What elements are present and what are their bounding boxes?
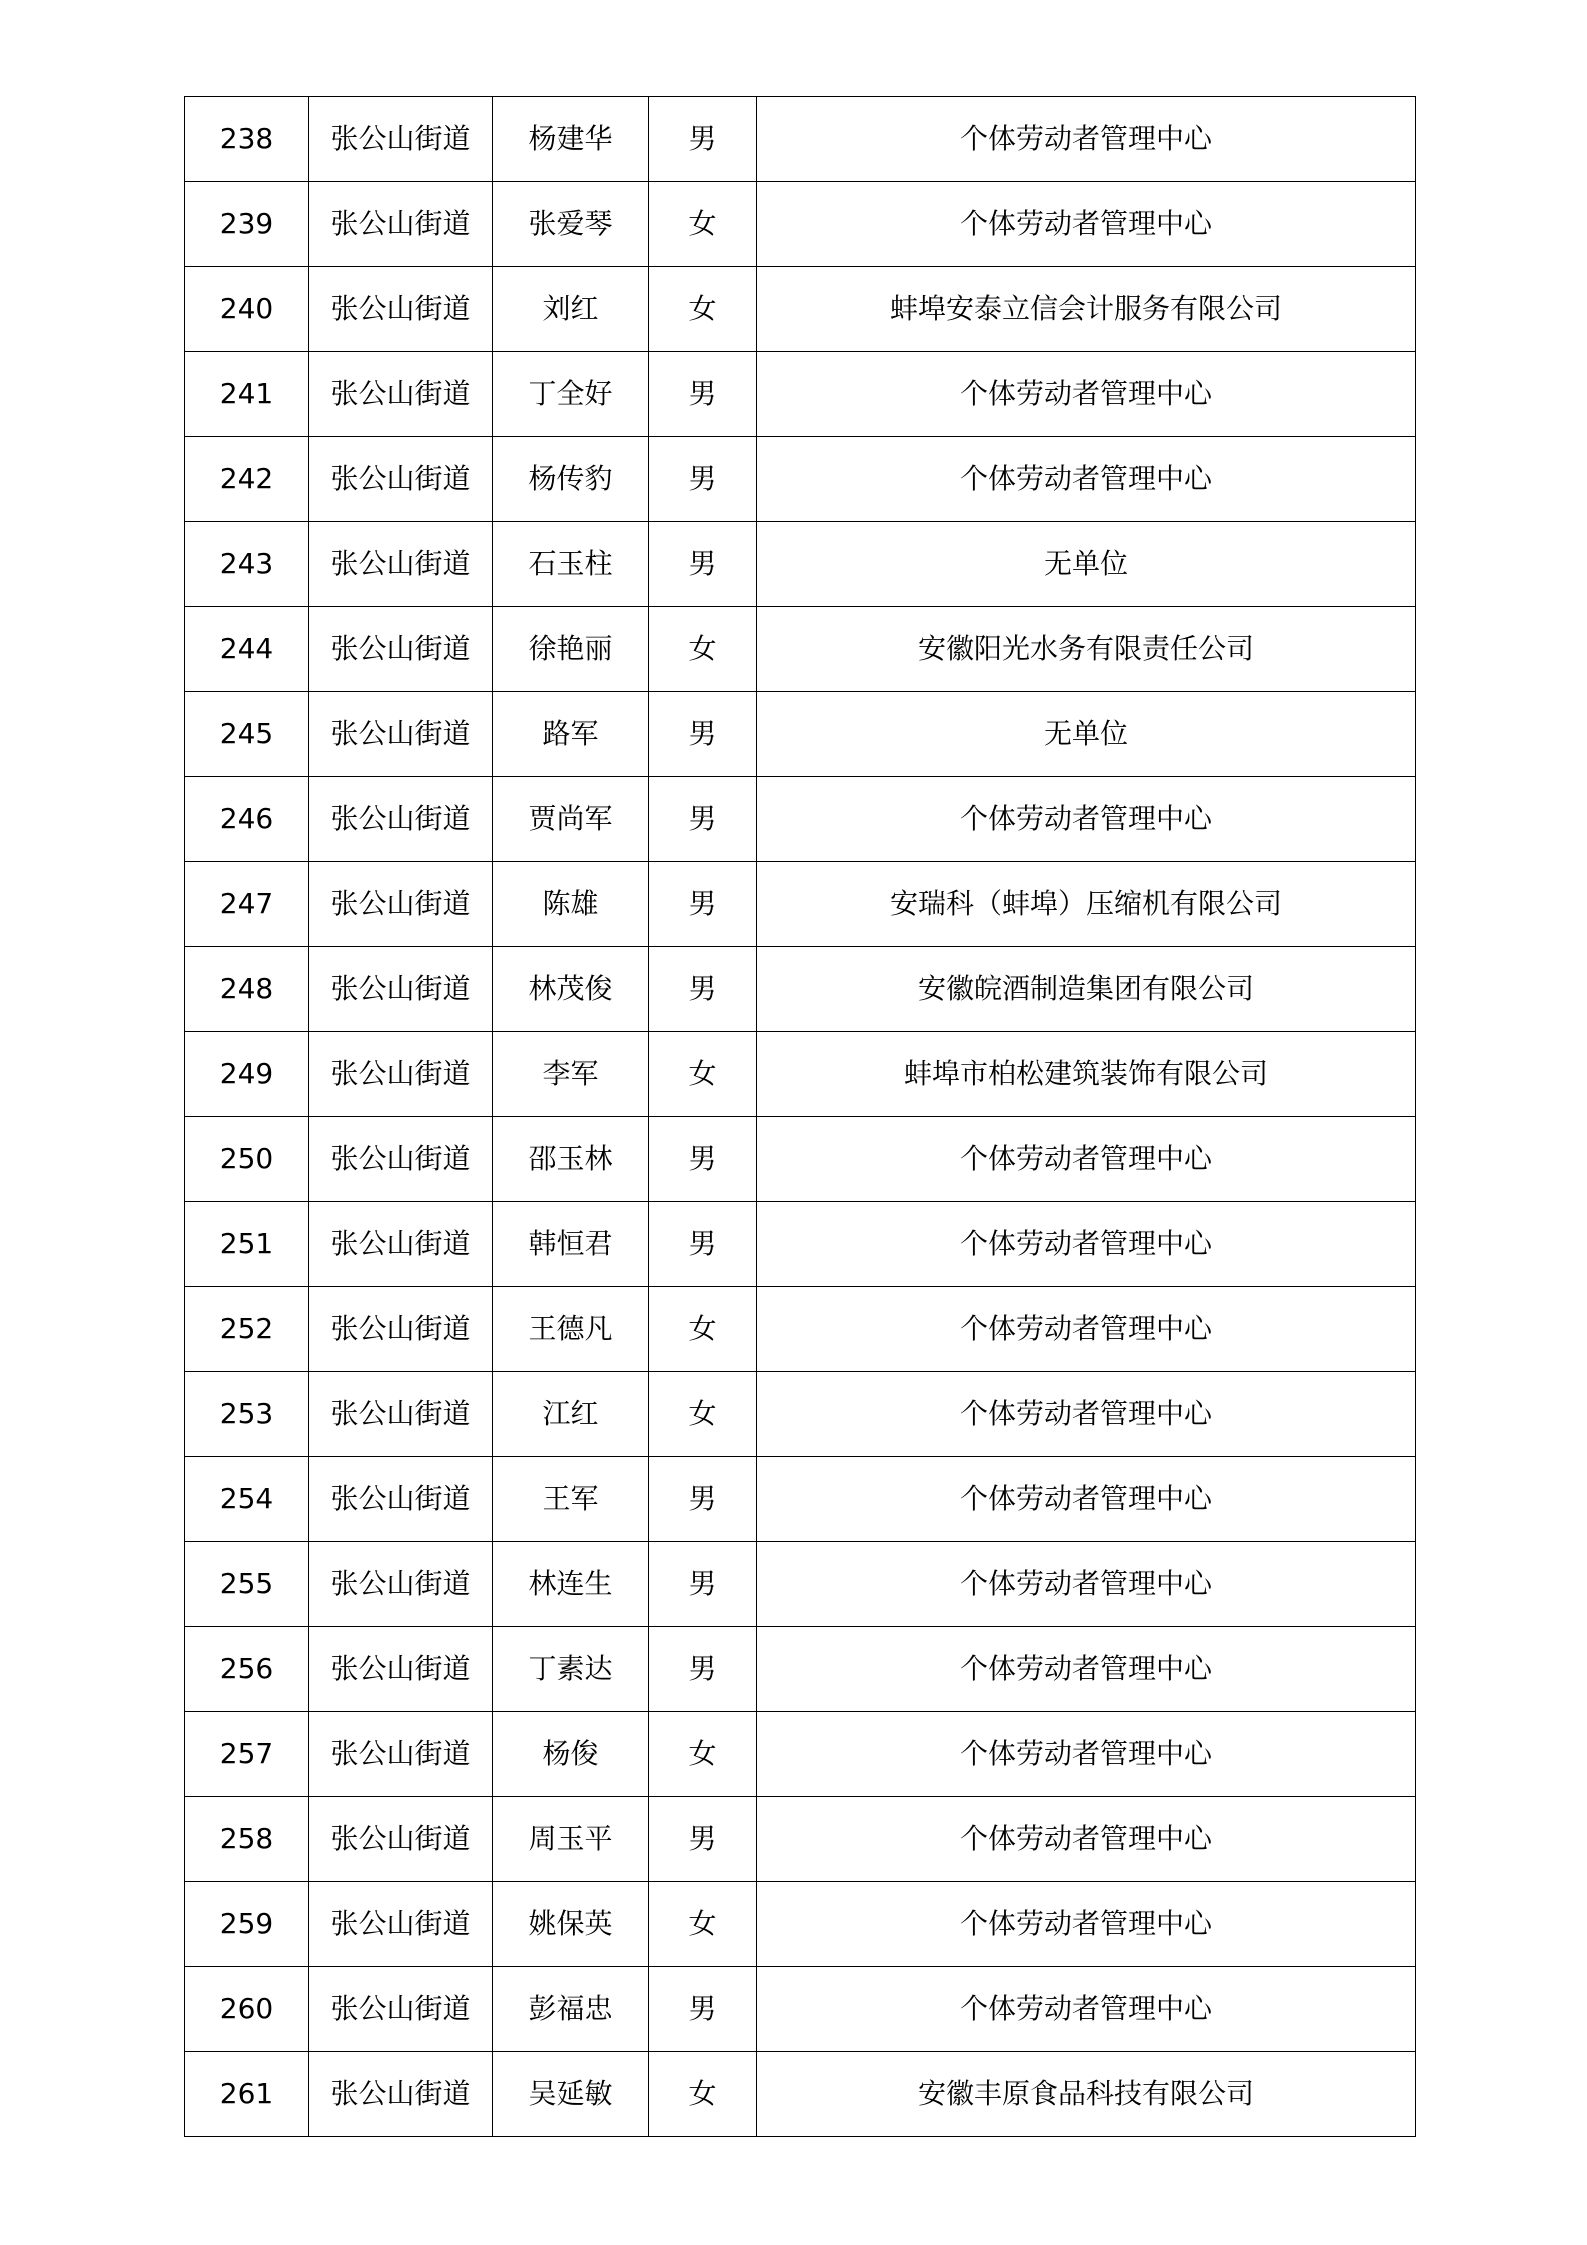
gender-cell: 男: [649, 437, 757, 522]
row-number-cell: 238: [185, 97, 309, 182]
street-cell: 张公山街道: [309, 1202, 493, 1287]
table-row: [185, 352, 1416, 437]
work-unit-cell: 个体劳动者管理中心: [757, 1627, 1416, 1712]
gender-cell: 男: [649, 522, 757, 607]
gender-cell: 女: [649, 1032, 757, 1117]
row-number-cell: 244: [185, 607, 309, 692]
street-cell: 张公山街道: [309, 1457, 493, 1542]
table-row: [185, 1627, 1416, 1712]
table-row: [185, 1032, 1416, 1117]
person-name-cell: 周玉平: [493, 1797, 649, 1882]
work-unit-cell: 个体劳动者管理中心: [757, 1882, 1416, 1967]
gender-cell: 男: [649, 1627, 757, 1712]
work-unit-cell: 个体劳动者管理中心: [757, 777, 1416, 862]
gender-cell: 男: [649, 1797, 757, 1882]
street-cell: 张公山街道: [309, 1287, 493, 1372]
street-cell: 张公山街道: [309, 522, 493, 607]
row-number-cell: 250: [185, 1117, 309, 1202]
street-cell: 张公山街道: [309, 97, 493, 182]
gender-cell: 男: [649, 862, 757, 947]
street-cell: 张公山街道: [309, 1032, 493, 1117]
street-cell: 张公山街道: [309, 182, 493, 267]
gender-cell: 女: [649, 1712, 757, 1797]
table-row: [185, 1882, 1416, 1967]
person-name-cell: 杨俊: [493, 1712, 649, 1797]
table-row: [185, 522, 1416, 607]
row-number-cell: 256: [185, 1627, 309, 1712]
table-row: [185, 1287, 1416, 1372]
work-unit-cell: 蚌埠市柏松建筑装饰有限公司: [757, 1032, 1416, 1117]
work-unit-cell: 安徽阳光水务有限责任公司: [757, 607, 1416, 692]
gender-cell: 男: [649, 97, 757, 182]
work-unit-cell: 个体劳动者管理中心: [757, 182, 1416, 267]
work-unit-cell: 个体劳动者管理中心: [757, 1372, 1416, 1457]
table-row: [185, 1712, 1416, 1797]
street-cell: 张公山街道: [309, 352, 493, 437]
table-row: [185, 947, 1416, 1032]
table-row: [185, 1457, 1416, 1542]
table-row: [185, 267, 1416, 352]
street-cell: 张公山街道: [309, 1542, 493, 1627]
gender-cell: 男: [649, 1542, 757, 1627]
row-number-cell: 239: [185, 182, 309, 267]
gender-cell: 男: [649, 1457, 757, 1542]
work-unit-cell: 个体劳动者管理中心: [757, 1967, 1416, 2052]
person-name-cell: 石玉柱: [493, 522, 649, 607]
row-number-cell: 251: [185, 1202, 309, 1287]
table-row: [185, 607, 1416, 692]
street-cell: 张公山街道: [309, 692, 493, 777]
table-row: [185, 692, 1416, 777]
table-row: [185, 1117, 1416, 1202]
gender-cell: 男: [649, 352, 757, 437]
gender-cell: 男: [649, 1202, 757, 1287]
work-unit-cell: 个体劳动者管理中心: [757, 437, 1416, 522]
row-number-cell: 249: [185, 1032, 309, 1117]
table-row: [185, 437, 1416, 522]
person-name-cell: 林连生: [493, 1542, 649, 1627]
street-cell: 张公山街道: [309, 267, 493, 352]
person-name-cell: 彭福忠: [493, 1967, 649, 2052]
person-name-cell: 徐艳丽: [493, 607, 649, 692]
work-unit-cell: 安瑞科（蚌埠）压缩机有限公司: [757, 862, 1416, 947]
work-unit-cell: 无单位: [757, 692, 1416, 777]
roster-table: [184, 96, 1416, 2137]
row-number-cell: 241: [185, 352, 309, 437]
street-cell: 张公山街道: [309, 1967, 493, 2052]
work-unit-cell: 个体劳动者管理中心: [757, 352, 1416, 437]
street-cell: 张公山街道: [309, 437, 493, 522]
work-unit-cell: 无单位: [757, 522, 1416, 607]
row-number-cell: 261: [185, 2052, 309, 2137]
gender-cell: 女: [649, 607, 757, 692]
person-name-cell: 丁全好: [493, 352, 649, 437]
person-name-cell: 丁素达: [493, 1627, 649, 1712]
person-name-cell: 李军: [493, 1032, 649, 1117]
row-number-cell: 243: [185, 522, 309, 607]
person-name-cell: 陈雄: [493, 862, 649, 947]
row-number-cell: 260: [185, 1967, 309, 2052]
gender-cell: 女: [649, 267, 757, 352]
roster-table-body: [185, 97, 1416, 2137]
street-cell: 张公山街道: [309, 862, 493, 947]
table-row: [185, 1542, 1416, 1627]
street-cell: 张公山街道: [309, 1712, 493, 1797]
person-name-cell: 杨建华: [493, 97, 649, 182]
gender-cell: 女: [649, 1372, 757, 1457]
person-name-cell: 吴延敏: [493, 2052, 649, 2137]
work-unit-cell: 个体劳动者管理中心: [757, 1797, 1416, 1882]
work-unit-cell: 个体劳动者管理中心: [757, 1542, 1416, 1627]
row-number-cell: 257: [185, 1712, 309, 1797]
work-unit-cell: 安徽丰原食品科技有限公司: [757, 2052, 1416, 2137]
gender-cell: 男: [649, 1117, 757, 1202]
work-unit-cell: 个体劳动者管理中心: [757, 1457, 1416, 1542]
row-number-cell: 254: [185, 1457, 309, 1542]
table-row: [185, 1202, 1416, 1287]
gender-cell: 男: [649, 777, 757, 862]
row-number-cell: 258: [185, 1797, 309, 1882]
row-number-cell: 253: [185, 1372, 309, 1457]
street-cell: 张公山街道: [309, 1117, 493, 1202]
work-unit-cell: 个体劳动者管理中心: [757, 97, 1416, 182]
street-cell: 张公山街道: [309, 947, 493, 1032]
person-name-cell: 邵玉林: [493, 1117, 649, 1202]
person-name-cell: 张爱琴: [493, 182, 649, 267]
street-cell: 张公山街道: [309, 1372, 493, 1457]
table-row: [185, 1372, 1416, 1457]
row-number-cell: 252: [185, 1287, 309, 1372]
work-unit-cell: 安徽皖酒制造集团有限公司: [757, 947, 1416, 1032]
street-cell: 张公山街道: [309, 607, 493, 692]
person-name-cell: 王德凡: [493, 1287, 649, 1372]
person-name-cell: 林茂俊: [493, 947, 649, 1032]
person-name-cell: 姚保英: [493, 1882, 649, 1967]
work-unit-cell: 蚌埠安泰立信会计服务有限公司: [757, 267, 1416, 352]
person-name-cell: 江红: [493, 1372, 649, 1457]
table-row: [185, 1797, 1416, 1882]
work-unit-cell: 个体劳动者管理中心: [757, 1202, 1416, 1287]
person-name-cell: 杨传豹: [493, 437, 649, 522]
row-number-cell: 248: [185, 947, 309, 1032]
table-row: [185, 1967, 1416, 2052]
row-number-cell: 242: [185, 437, 309, 522]
table-row: [185, 182, 1416, 267]
work-unit-cell: 个体劳动者管理中心: [757, 1287, 1416, 1372]
row-number-cell: 255: [185, 1542, 309, 1627]
street-cell: 张公山街道: [309, 1797, 493, 1882]
street-cell: 张公山街道: [309, 1627, 493, 1712]
person-name-cell: 刘红: [493, 267, 649, 352]
gender-cell: 女: [649, 2052, 757, 2137]
gender-cell: 女: [649, 1882, 757, 1967]
gender-cell: 男: [649, 1967, 757, 2052]
street-cell: 张公山街道: [309, 2052, 493, 2137]
work-unit-cell: 个体劳动者管理中心: [757, 1712, 1416, 1797]
gender-cell: 女: [649, 182, 757, 267]
row-number-cell: 259: [185, 1882, 309, 1967]
table-row: [185, 2052, 1416, 2137]
work-unit-cell: 个体劳动者管理中心: [757, 1117, 1416, 1202]
row-number-cell: 240: [185, 267, 309, 352]
person-name-cell: 贾尚军: [493, 777, 649, 862]
person-name-cell: 路军: [493, 692, 649, 777]
gender-cell: 女: [649, 1287, 757, 1372]
row-number-cell: 245: [185, 692, 309, 777]
table-row: [185, 777, 1416, 862]
gender-cell: 男: [649, 692, 757, 777]
person-name-cell: 王军: [493, 1457, 649, 1542]
person-name-cell: 韩恒君: [493, 1202, 649, 1287]
row-number-cell: 246: [185, 777, 309, 862]
row-number-cell: 247: [185, 862, 309, 947]
table-row: [185, 97, 1416, 182]
street-cell: 张公山街道: [309, 1882, 493, 1967]
gender-cell: 男: [649, 947, 757, 1032]
table-row: [185, 862, 1416, 947]
street-cell: 张公山街道: [309, 777, 493, 862]
